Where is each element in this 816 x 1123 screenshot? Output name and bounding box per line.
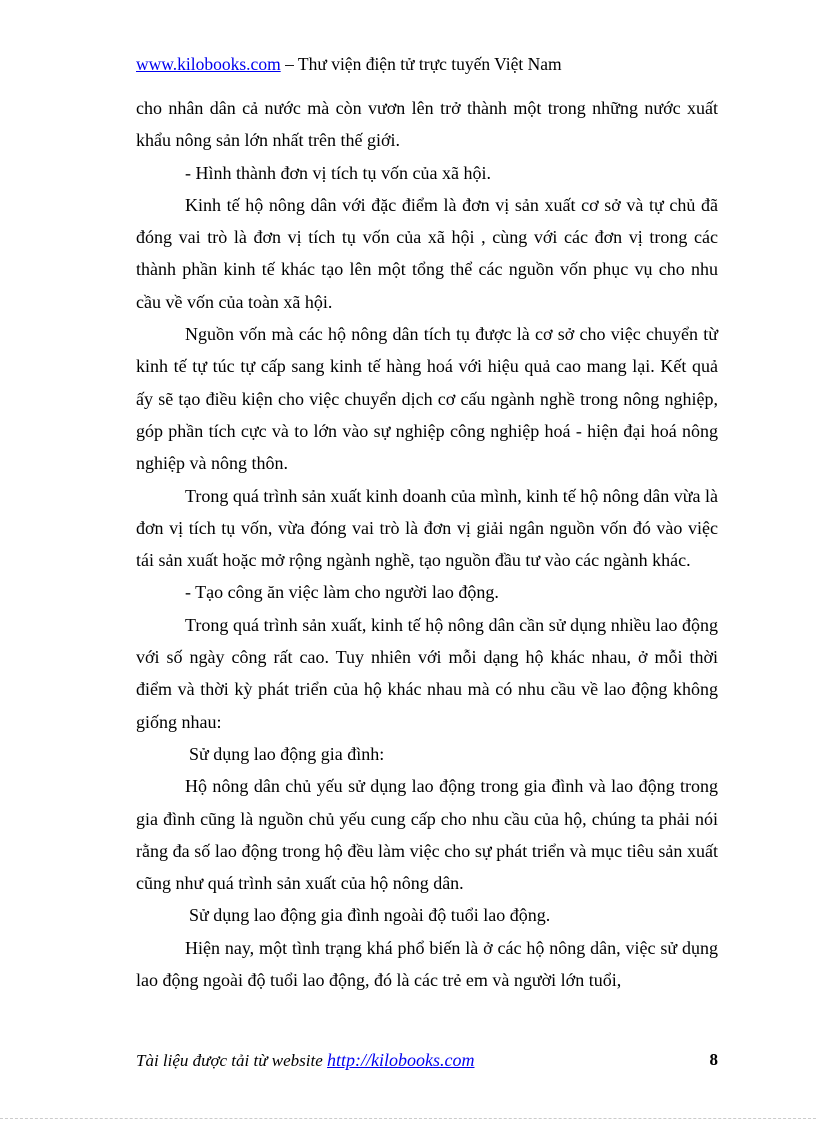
paragraph: Hộ nông dân chủ yếu sử dụng lao động trong gia đình và lao động trong gia đình cũng là nguồn chủ yếu cung cấp cho nhu cầu của hộ, chúng ta phải nói rằng đa số lao động trong hộ đều làm việc cho sự phát triển và mục tiêu sản xuất cũng như quá trình sản xuất của hộ nông dân.	[136, 776, 718, 894]
footer-note-text: Tài liệu được tải từ website	[136, 1051, 327, 1070]
paragraph: Kinh tế hộ nông dân với đặc điểm là đơn vị sản xuất cơ sở và tự chủ đã đóng vai trò là đơn vị tích tụ vốn của xã hội , cùng với các đơn vị trong các thành phần kinh tế khác tạo lên một tổng thể các nguồn vốn phục vụ cho nhu cầu về vốn của toàn xã hội.	[136, 194, 718, 312]
footer-note	[136, 1051, 474, 1070]
bullet-heading-employment: - Tạo công ăn việc làm cho người lao động.	[185, 582, 499, 603]
page-bottom-divider	[0, 1118, 816, 1119]
subheading-family-labor: Sử dụng lao động gia đình:	[189, 743, 385, 764]
subheading-out-of-age-labor: Sử dụng lao động gia đình ngoài độ tuổi lao động.	[189, 905, 551, 926]
footer-site-link[interactable]: http://kilobooks.com	[327, 1050, 475, 1070]
paragraph: Nguồn vốn mà các hộ nông dân tích tụ được là cơ sở cho việc chuyển từ kinh tế tự túc tự cấp sang kinh tế hàng hoá với hiệu quả cao mang lại. Kết quả ấy sẽ tạo điều kiện cho việc chuyển dịch cơ cấu ngành nghề trong nông nghiệp, góp phần tích cực và to lớn vào sự nghiệp công nghiệp hoá - hiện đại hoá nông nghiệp và nông thôn.	[136, 324, 718, 474]
bullet-heading-capital: - Hình thành đơn vị tích tụ vốn của xã hội.	[185, 162, 491, 183]
paragraph: Hiện nay, một tình trạng khá phổ biến là ở các hộ nông dân, việc sử dụng lao động ngoài độ tuổi lao động, đó là các trẻ em và người lớn tuổi,	[136, 937, 718, 991]
page-header	[136, 52, 716, 76]
document-body	[136, 92, 718, 996]
header-separator: –	[280, 54, 298, 74]
paragraph: Trong quá trình sản xuất, kinh tế hộ nông dân cần sử dụng nhiều lao động với số ngày công rất cao. Tuy nhiên với mỗi dạng hộ khác nhau, ở mỗi thời điểm và thời kỳ phát triển của hộ khác nhau mà có nhu cầu về lao động không giống nhau:	[136, 614, 718, 732]
page-number: 8	[709, 1050, 718, 1069]
header-site-link[interactable]: www.kilobooks.com	[136, 54, 281, 74]
header-title: Thư viện điện tử trực tuyến Việt Nam	[297, 54, 562, 74]
paragraph-continuation: cho nhân dân cả nước mà còn vươn lên trở thành một trong những nước xuất khẩu nông sản lớn nhất trên thế giới.	[136, 98, 718, 151]
paragraph: Trong quá trình sản xuất kinh doanh của mình, kinh tế hộ nông dân vừa là đơn vị tích tụ vốn, vừa đóng vai trò là đơn vị giải ngân nguồn vốn đó vào việc tái sản xuất hoặc mở rộng ngành nghề, tạo nguồn đầu tư vào các ngành khác.	[136, 485, 719, 571]
page-footer	[136, 1046, 718, 1074]
